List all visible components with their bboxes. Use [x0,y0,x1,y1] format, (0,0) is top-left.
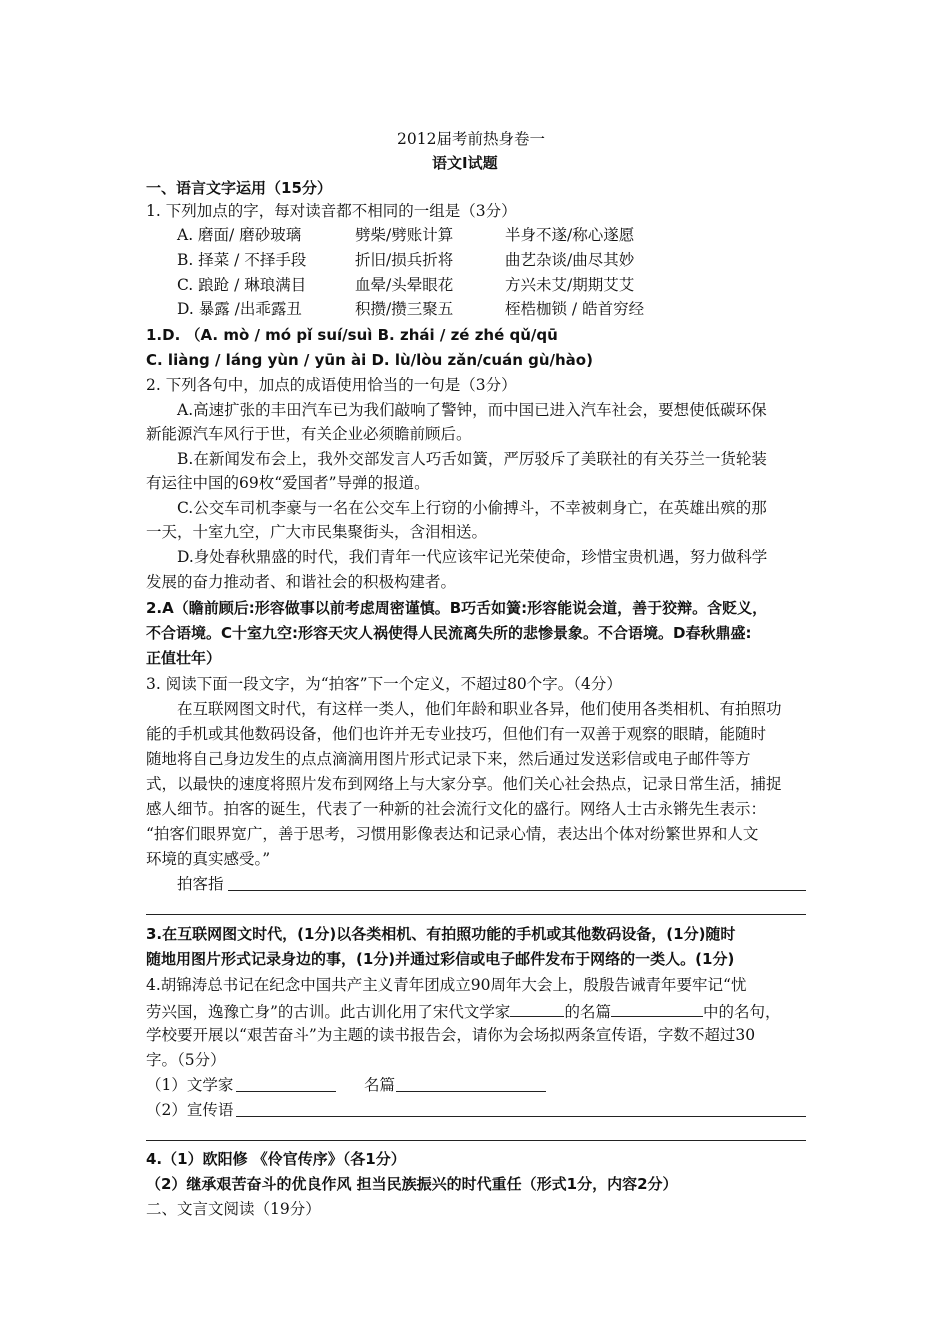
q2-option-c-line-1: C.公交车司机李豪与一名在公交车上行窃的小偷搏斗，不幸被刺身亡，在英雄出殡的那 [177,499,767,517]
q2-option-a-line-1: A.高速扩张的丰田汽车已为我们敲响了警钟，而中国已进入汽车社会，要想使低碳环保 [177,401,767,419]
q1-option-a-2: 劈柴/劈账计算 [355,226,454,244]
q2-answer-line-1: 2.A（瞻前顾后:形容做事以前考虑周密谨慎。B巧舌如簧:形容能说会道，善于狡辩。含贬义， [146,599,768,617]
q2-option-c-line-2: 一天，十室九空，广大市民集聚街头，含泪相送。 [146,523,488,541]
q1-option-d-1: D. 暴露 /出乖露丑 [177,300,302,318]
q2-option-b-line-1: B.在新闻发布会上，我外交部发言人巧舌如簧，严厉驳斥了美联社的有关芬兰一货轮装 [177,450,767,468]
q3-passage-line-2: 能的手机或其他数码设备，他们也许并无专业技巧，但他们有一双善于观察的眼睛，能随时 [146,725,767,743]
exam-subtitle: 语文Ⅰ试题 [432,154,498,172]
q4-stem-line-4: 字。（5分） [146,1051,226,1069]
q1-option-a-3: 半身不遂/称心遂愿 [505,226,635,244]
q4-slogan-line-2[interactable] [146,1140,806,1141]
q4-title-field[interactable] [396,1091,546,1092]
q4-author-blank[interactable] [510,998,564,1017]
q4-field-1-title-label: 名篇 [364,1076,396,1094]
q2-option-d-line-1: D.身处春秋鼎盛的时代，我们青年一代应该牢记光荣使命，珍惜宝贵机遇，努力做科学 [177,548,768,566]
q4-field-1-label: （1）文学家 [146,1076,234,1094]
q1-answer-line-1: 1.D. （A. mò / mó pǐ suí/suì B. zhái / zé zhé qǔ/qū [146,326,558,344]
q4-stem-line-2a: 劳兴国，逸豫亡身”的古训。此古训化用了宋代文学家 [146,1003,511,1021]
q3-passage-line-5: 感人细节。拍客的诞生，代表了一种新的社会流行文化的盛行。网络人士古永锵先生表示： [146,800,767,818]
q4-stem-line-1: 4.胡锦涛总书记在纪念中国共产主义青年团成立90周年大会上，殷殷告诫青年要牢记“忧 [146,976,747,994]
q4-field-2-label: （2）宣传语 [146,1101,234,1119]
q1-option-b-1: B. 择菜 / 不择手段 [177,251,307,269]
exam-title: 2012届考前热身卷一 [397,130,545,148]
q2-stem: 2. 下列各句中，加点的成语使用恰当的一句是（3分） [146,376,517,394]
q1-option-d-2: 积攒/攒三聚五 [355,300,454,318]
q1-option-b-2: 折旧/损兵折将 [355,251,454,269]
q3-passage-line-6: “拍客们眼界宽广，善于思考，习惯用影像表达和记录心情，表达出个体对纷繁世界和人文 [146,825,759,843]
q3-answer-line-1: 3.在互联网图文时代，(1分)以各类相机、有拍照功能的手机或其他数码设备，(1分)随时 [146,925,736,943]
q3-passage-line-7: 环境的真实感受。” [146,850,271,868]
q3-passage-line-4: 式，以最快的速度将照片发布到网络上与大家分享。他们关心社会热点，记录日常生活，捕捉 [146,775,782,793]
q3-answer-blank-line-1[interactable] [228,890,806,891]
q4-answer-line-2: （2）继承艰苦奋斗的优良作风 担当民族振兴的时代重任（形式1分，内容2分） [146,1175,678,1193]
q4-author-field[interactable] [236,1091,336,1092]
q1-stem: 1. 下列加点的字，每对读音都不相同的一组是（3分） [146,202,517,220]
q1-option-a-1: A. 磨面/ 磨砂玻璃 [177,226,302,244]
q3-answer-line-2: 随地用图片形式记录身边的事，(1分)并通过彩信或电子邮件发布于网络的一类人。(1分) [146,950,735,968]
q4-slogan-line-1[interactable] [236,1116,806,1117]
q1-option-c-2: 血晕/头晕眼花 [355,276,454,294]
q3-answer-blank-line-2[interactable] [146,914,806,915]
q4-stem-line-2 [146,998,780,1024]
q2-answer-line-2: 不合语境。C十室九空:形容天灾人祸使得人民流离失所的悲惨景象。不合语境。D春秋鼎盛: [146,624,752,642]
q2-option-d-line-2: 发展的奋力推动者、和谐社会的积极构建者。 [146,573,457,591]
q1-option-c-3: 方兴未艾/期期艾艾 [505,276,635,294]
q2-answer-line-3: 正值壮年） [146,649,222,667]
q4-stem-line-2c: 中的名句， [702,1003,781,1021]
q3-stem: 3. 阅读下面一段文字，为“拍客”下一个定义，不超过80个字。（4分） [146,675,622,693]
q3-passage-line-1: 在互联网图文时代，有这样一类人，他们年龄和职业各异，他们使用各类相机、有拍照功 [177,700,782,718]
q4-stem-line-2b: 的名篇 [564,1003,611,1021]
q4-answer-line-1: 4.（1）欧阳修 《伶官传序》（各1分） [146,1150,406,1168]
q3-blank-label: 拍客指 [177,875,224,893]
q1-answer-line-2: C. liàng / láng yùn / yūn ài D. lù/lòu zǎn/cuán gù/hào) [146,351,593,369]
q1-option-c-1: C. 踉跄 / 琳琅满目 [177,276,307,294]
q3-passage-line-3: 随地将自己身边发生的点点滴滴用图片形式记录下来，然后通过发送彩信或电子邮件等方 [146,750,751,768]
q2-option-a-line-2: 新能源汽车风行于世，有关企业必须瞻前顾后。 [146,425,472,443]
q1-option-b-3: 曲艺杂谈/曲尽其妙 [505,251,635,269]
q2-option-b-line-2: 有运往中国的69枚“爱国者”导弹的报道。 [146,474,430,492]
section-heading-1: 一、语言文字运用（15分） [146,179,332,197]
q4-stem-line-3: 学校要开展以“艰苦奋斗”为主题的读书报告会，请你为会场拟两条宣传语，字数不超过30 [146,1026,756,1044]
q1-option-d-3: 桎梏枷锁 / 皓首穷经 [505,300,645,318]
section-heading-2: 二、文言文阅读（19分） [146,1200,321,1218]
q4-title-blank[interactable] [611,998,703,1017]
